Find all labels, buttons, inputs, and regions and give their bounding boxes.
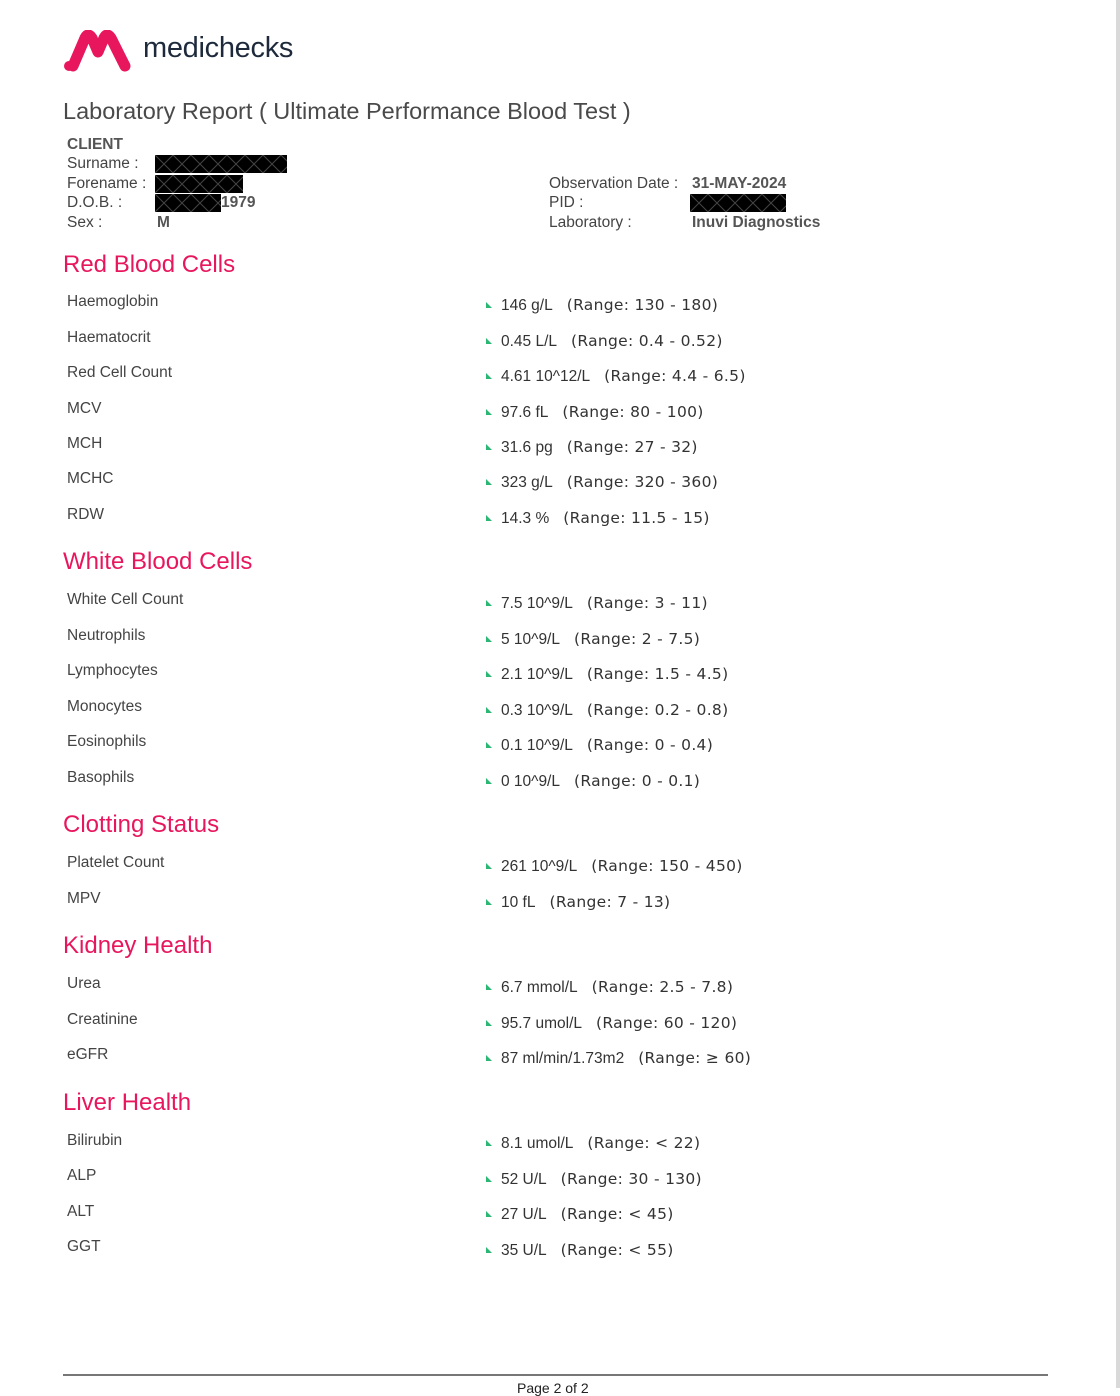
test-result: 52 U/L — [501, 1171, 547, 1188]
test-range: (Range: < 55) — [560, 1241, 674, 1259]
test-name: MCV — [67, 400, 102, 417]
pid-label: PID : — [549, 194, 584, 211]
test-name: Urea — [67, 975, 101, 992]
page-number: Page 2 of 2 — [517, 1380, 589, 1396]
dob-year: 1979 — [221, 194, 256, 211]
test-name: Basophils — [67, 769, 135, 786]
test-result-row — [486, 438, 698, 457]
laboratory-value: Inuvi Diagnostics — [692, 214, 821, 231]
test-range: (Range: 130 - 180) — [566, 296, 719, 314]
sex-value: M — [157, 214, 170, 231]
forename-label: Forename : — [67, 175, 147, 192]
test-range: (Range: 11.5 - 15) — [563, 509, 710, 527]
test-result: 31.6 pg — [501, 439, 553, 456]
test-name: ALT — [67, 1203, 95, 1220]
in-range-icon — [486, 373, 492, 379]
test-result-row — [486, 893, 670, 912]
test-result: 146 g/L — [501, 297, 553, 314]
test-range: (Range: 2.5 - 7.8) — [591, 978, 734, 996]
test-range: (Range: 27 - 32) — [566, 438, 698, 456]
report-title: Laboratory Report ( Ultimate Performance Blood Test ) — [63, 98, 631, 124]
test-range: (Range: 0 - 0.4) — [586, 736, 714, 754]
in-range-icon — [486, 1247, 492, 1253]
test-range: (Range: 320 - 360) — [566, 473, 719, 491]
test-result: 0.1 10^9/L — [501, 737, 573, 754]
test-result: 8.1 umol/L — [501, 1135, 574, 1152]
in-range-icon — [486, 338, 492, 344]
surname-redaction — [155, 155, 287, 173]
test-result-row — [486, 296, 718, 315]
test-result: 97.6 fL — [501, 404, 549, 421]
test-result-row — [486, 1241, 674, 1260]
test-result-row — [486, 1134, 700, 1153]
in-range-icon — [486, 671, 492, 677]
test-name: Neutrophils — [67, 627, 146, 644]
test-result-row — [486, 665, 728, 684]
test-range: (Range: 0.4 - 0.52) — [571, 332, 723, 350]
test-result-row — [486, 772, 700, 791]
in-range-icon — [486, 778, 492, 784]
test-name: Haematocrit — [67, 329, 151, 346]
test-result-row — [486, 1205, 674, 1224]
in-range-icon — [486, 899, 492, 905]
test-name: eGFR — [67, 1046, 109, 1063]
in-range-icon — [486, 863, 492, 869]
test-range: (Range: 30 - 130) — [560, 1170, 702, 1188]
footer-divider — [63, 1374, 1048, 1376]
test-result-row — [486, 701, 728, 720]
test-result: 0.45 L/L — [501, 333, 558, 350]
test-name: MCHC — [67, 470, 114, 487]
in-range-icon — [486, 1055, 492, 1061]
dob-label: D.O.B. : — [67, 194, 123, 211]
test-range: (Range: < 22) — [587, 1134, 701, 1152]
test-result: 35 U/L — [501, 1242, 547, 1259]
page-edge — [1116, 0, 1120, 1388]
test-name: Bilirubin — [67, 1132, 123, 1149]
test-range: (Range: 3 - 11) — [586, 594, 708, 612]
test-result-row — [486, 403, 704, 422]
test-range: (Range: 80 - 100) — [562, 403, 704, 421]
section-title: Liver Health — [63, 1089, 192, 1116]
test-result-row — [486, 630, 700, 649]
test-name: Eosinophils — [67, 733, 147, 750]
test-result-row — [486, 978, 733, 997]
section-title: Kidney Health — [63, 932, 213, 959]
medichecks-logo-icon — [63, 30, 131, 77]
in-range-icon — [486, 479, 492, 485]
in-range-icon — [486, 1211, 492, 1217]
test-result-row — [486, 736, 713, 755]
test-name: Haemoglobin — [67, 293, 159, 310]
test-name: MPV — [67, 890, 101, 907]
laboratory-label: Laboratory : — [549, 214, 632, 231]
test-range: (Range: 7 - 13) — [549, 893, 671, 911]
test-result: 5 10^9/L — [501, 631, 560, 648]
in-range-icon — [486, 1140, 492, 1146]
client-heading: CLIENT — [67, 136, 123, 153]
test-range: (Range: 1.5 - 4.5) — [586, 665, 729, 683]
in-range-icon — [486, 742, 492, 748]
brand-name: medichecks — [143, 32, 294, 64]
test-result-row — [486, 857, 743, 876]
test-name: Monocytes — [67, 698, 142, 715]
dob-redaction — [155, 194, 221, 212]
test-result: 27 U/L — [501, 1206, 547, 1223]
test-name: Red Cell Count — [67, 364, 173, 381]
test-range: (Range: 2 - 7.5) — [574, 630, 701, 648]
pid-redaction — [690, 194, 786, 212]
test-result-row — [486, 1014, 737, 1033]
in-range-icon — [486, 1176, 492, 1182]
test-name: Platelet Count — [67, 854, 165, 871]
test-result: 0.3 10^9/L — [501, 702, 573, 719]
test-result-row — [486, 594, 708, 613]
test-name: RDW — [67, 506, 105, 523]
test-range: (Range: 150 - 450) — [591, 857, 743, 875]
test-range: (Range: ≥ 60) — [638, 1049, 752, 1067]
test-name: GGT — [67, 1238, 101, 1255]
section-title: Red Blood Cells — [63, 251, 236, 278]
test-result: 95.7 umol/L — [501, 1015, 582, 1032]
in-range-icon — [486, 302, 492, 308]
forename-redaction — [155, 175, 243, 193]
test-result-row — [486, 509, 710, 528]
test-result: 261 10^9/L — [501, 858, 578, 875]
test-name: ALP — [67, 1167, 97, 1184]
in-range-icon — [486, 600, 492, 606]
test-name: White Cell Count — [67, 591, 184, 608]
test-name: MCH — [67, 435, 103, 452]
test-range: (Range: 0 - 0.1) — [574, 772, 701, 790]
in-range-icon — [486, 707, 492, 713]
test-name: Creatinine — [67, 1011, 138, 1028]
surname-label: Surname : — [67, 155, 139, 172]
in-range-icon — [486, 1020, 492, 1026]
test-result: 10 fL — [501, 894, 536, 911]
test-result: 2.1 10^9/L — [501, 666, 573, 683]
observation-date-value: 31-MAY-2024 — [692, 175, 787, 192]
test-result-row — [486, 473, 718, 492]
test-range: (Range: < 45) — [560, 1205, 674, 1223]
in-range-icon — [486, 409, 492, 415]
sex-label: Sex : — [67, 214, 103, 231]
test-name: Lymphocytes — [67, 662, 158, 679]
in-range-icon — [486, 636, 492, 642]
in-range-icon — [486, 515, 492, 521]
test-result: 0 10^9/L — [501, 773, 560, 790]
test-result-row — [486, 1049, 751, 1068]
section-title: Clotting Status — [63, 811, 220, 838]
test-result: 323 g/L — [501, 474, 553, 491]
test-result-row — [486, 1170, 702, 1189]
in-range-icon — [486, 984, 492, 990]
test-range: (Range: 0.2 - 0.8) — [586, 701, 729, 719]
test-result: 7.5 10^9/L — [501, 595, 573, 612]
test-result-row — [486, 332, 723, 351]
test-result: 14.3 % — [501, 510, 550, 527]
test-range: (Range: 4.4 - 6.5) — [604, 367, 746, 385]
observation-date-label: Observation Date : — [549, 175, 679, 192]
test-range: (Range: 60 - 120) — [596, 1014, 738, 1032]
test-result: 4.61 10^12/L — [501, 368, 591, 385]
test-result: 87 ml/min/1.73m2 — [501, 1050, 625, 1067]
section-title: White Blood Cells — [63, 548, 253, 575]
in-range-icon — [486, 444, 492, 450]
test-result: 6.7 mmol/L — [501, 979, 578, 996]
test-result-row — [486, 367, 746, 386]
